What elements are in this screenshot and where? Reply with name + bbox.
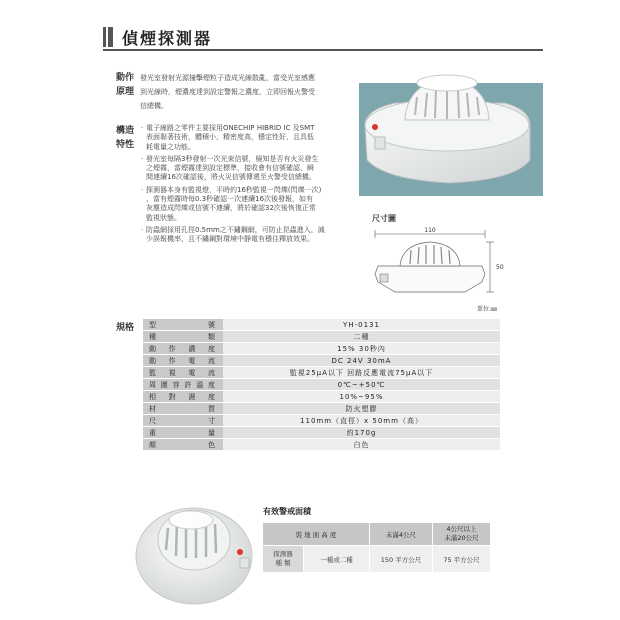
spec-key	[143, 391, 223, 403]
feature-line: · 發光室每隔3秒發射一次光束信號，檢知是否有火災發生	[146, 154, 319, 163]
dimension-width-label: 110	[424, 227, 436, 234]
principle-line: 到光線時，煙濃度達到設定警報之濃度，立即回報火警受	[140, 88, 315, 96]
feature-item	[141, 155, 353, 183]
spec-key-text: 尺 寸	[149, 416, 215, 425]
feature-line: 灰塵造成閃爍或信號不連續，將於確認32次後恢復正常	[146, 204, 316, 213]
spec-value: 10%~95%	[223, 391, 500, 403]
spec-row	[143, 391, 500, 403]
spec-key	[143, 319, 223, 331]
spec-value: YH-0131	[223, 319, 500, 331]
spec-value: DC 24V 30mA	[223, 355, 500, 367]
features-label-line: 構造	[116, 126, 135, 136]
spec-row	[143, 367, 500, 379]
spec-table	[143, 319, 500, 451]
title-rule	[103, 49, 543, 51]
spec-key	[143, 379, 223, 391]
spec-key	[143, 415, 223, 427]
dimension-height-label: 50	[496, 264, 504, 271]
feature-line: ，當有煙霧時每0.3秒確認一次連續16次後發報，如有	[146, 195, 314, 204]
feature-line: 表面黏著技術，體積小，精密度高，穩定性好，且具低	[146, 133, 314, 142]
feature-line: 少誤報機率，且不鏽鋼對環境中靜電有穩住釋放效果。	[146, 235, 314, 244]
area-cell: 150 平方公尺	[370, 546, 433, 573]
spec-key-text: 型 號	[149, 320, 215, 329]
spec-key	[143, 439, 223, 451]
area-cell: 75 平方公尺	[433, 546, 491, 573]
feature-line: 之煙霧，當煙霧達到設定標準，接收會有信號確認，瞬	[146, 164, 314, 173]
spec-key-text: 動 作 濃 度	[149, 344, 215, 353]
spec-value: 15% 30秒內	[223, 343, 500, 355]
spec-value: 約170g	[223, 427, 500, 439]
feature-line: · 防蟲網採用孔徑0.5mm之不鏽鋼網，可防止昆蟲進入，減	[146, 225, 325, 234]
spec-value: 防火塑膠	[223, 403, 500, 415]
feature-item	[141, 186, 353, 223]
area-header-line: 4公尺以上	[446, 525, 477, 533]
spec-row	[143, 379, 500, 391]
spec-key	[143, 403, 223, 415]
spec-row	[143, 355, 500, 367]
spec-key	[143, 343, 223, 355]
principle-label	[116, 71, 140, 99]
spec-key-text: 相 對 濕 度	[149, 392, 215, 401]
area-header-cell	[433, 523, 491, 546]
spec-row	[143, 439, 500, 451]
area-data-row	[263, 546, 491, 573]
principle-line: 信總機。	[140, 102, 168, 110]
principle-label-line: 動作	[116, 73, 135, 83]
spec-key-text: 顏 色	[149, 440, 215, 449]
area-header-row	[263, 523, 491, 546]
features-list	[141, 124, 353, 248]
feature-line: 間連續16次確認後，將火災信號傳遞至火警受信總機。	[146, 173, 316, 182]
spec-row	[143, 343, 500, 355]
area-header-line: 未滿20公尺	[444, 534, 479, 542]
feature-line: · 電子線路之零件主要採用ONECHIP HIBRID IC 及SMT	[146, 124, 315, 132]
area-row-label-line: 探測器	[273, 550, 293, 558]
area-table	[262, 522, 491, 573]
smoke-detector-photo-bottom	[132, 490, 257, 608]
spec-key	[143, 427, 223, 439]
features-label	[116, 124, 140, 152]
spec-key-text: 材 質	[149, 404, 215, 413]
principle-line: 發光室發射光源撞擊煙粒子造成光線散亂，當受光室感應	[140, 74, 315, 82]
spec-key-text: 周 圍 容 許 溫 度	[149, 380, 215, 389]
area-header-cell: 裝 地 面 高 度	[263, 523, 370, 546]
area-title: 有效警戒面積	[263, 507, 311, 516]
spec-value: 監視25μA以下 回路反應電流75μA以下	[223, 367, 500, 379]
area-row-label	[263, 546, 304, 573]
spec-value: 110mm（直徑）x 50mm（高）	[223, 415, 500, 427]
feature-item	[141, 226, 353, 245]
features-label-line: 特性	[116, 140, 135, 150]
feature-line: 耗電量之功能。	[146, 142, 195, 151]
dimension-title: 尺寸圖	[372, 214, 396, 223]
spec-key-text: 動 作 電 流	[149, 356, 215, 365]
dimension-drawing	[370, 226, 510, 306]
area-row-label-line: 種 類	[275, 559, 291, 567]
unit-label: 單位:㎜	[477, 306, 498, 313]
feature-line: · 探測器本身有監視燈，平時約16秒監視一閃爍(閃爍一次)	[146, 185, 322, 194]
spec-key	[143, 331, 223, 343]
spec-row	[143, 415, 500, 427]
spec-value: 白色	[223, 439, 500, 451]
area-header-cell: 未滿4公尺	[370, 523, 433, 546]
spec-key-text: 監 視 電 流	[149, 368, 215, 377]
spec-key	[143, 355, 223, 367]
principle-label-line: 原理	[116, 87, 135, 97]
smoke-detector-photo	[355, 65, 535, 200]
spec-row	[143, 427, 500, 439]
page-title: 偵煙探測器	[122, 29, 213, 48]
spec-key	[143, 367, 223, 379]
spec-row	[143, 319, 500, 331]
spec-value: 0℃~+50℃	[223, 379, 500, 391]
principle-text	[140, 71, 360, 113]
spec-label: 規格	[116, 323, 135, 333]
feature-line: 監視狀態。	[146, 213, 181, 222]
feature-item	[141, 124, 353, 152]
spec-row	[143, 331, 500, 343]
area-cell: 一種或二種	[304, 546, 370, 573]
spec-value: 二種	[223, 331, 500, 343]
spec-key-text: 重 量	[149, 428, 215, 437]
title-bars	[103, 27, 117, 47]
spec-key-text: 種 類	[149, 332, 215, 341]
spec-row	[143, 403, 500, 415]
